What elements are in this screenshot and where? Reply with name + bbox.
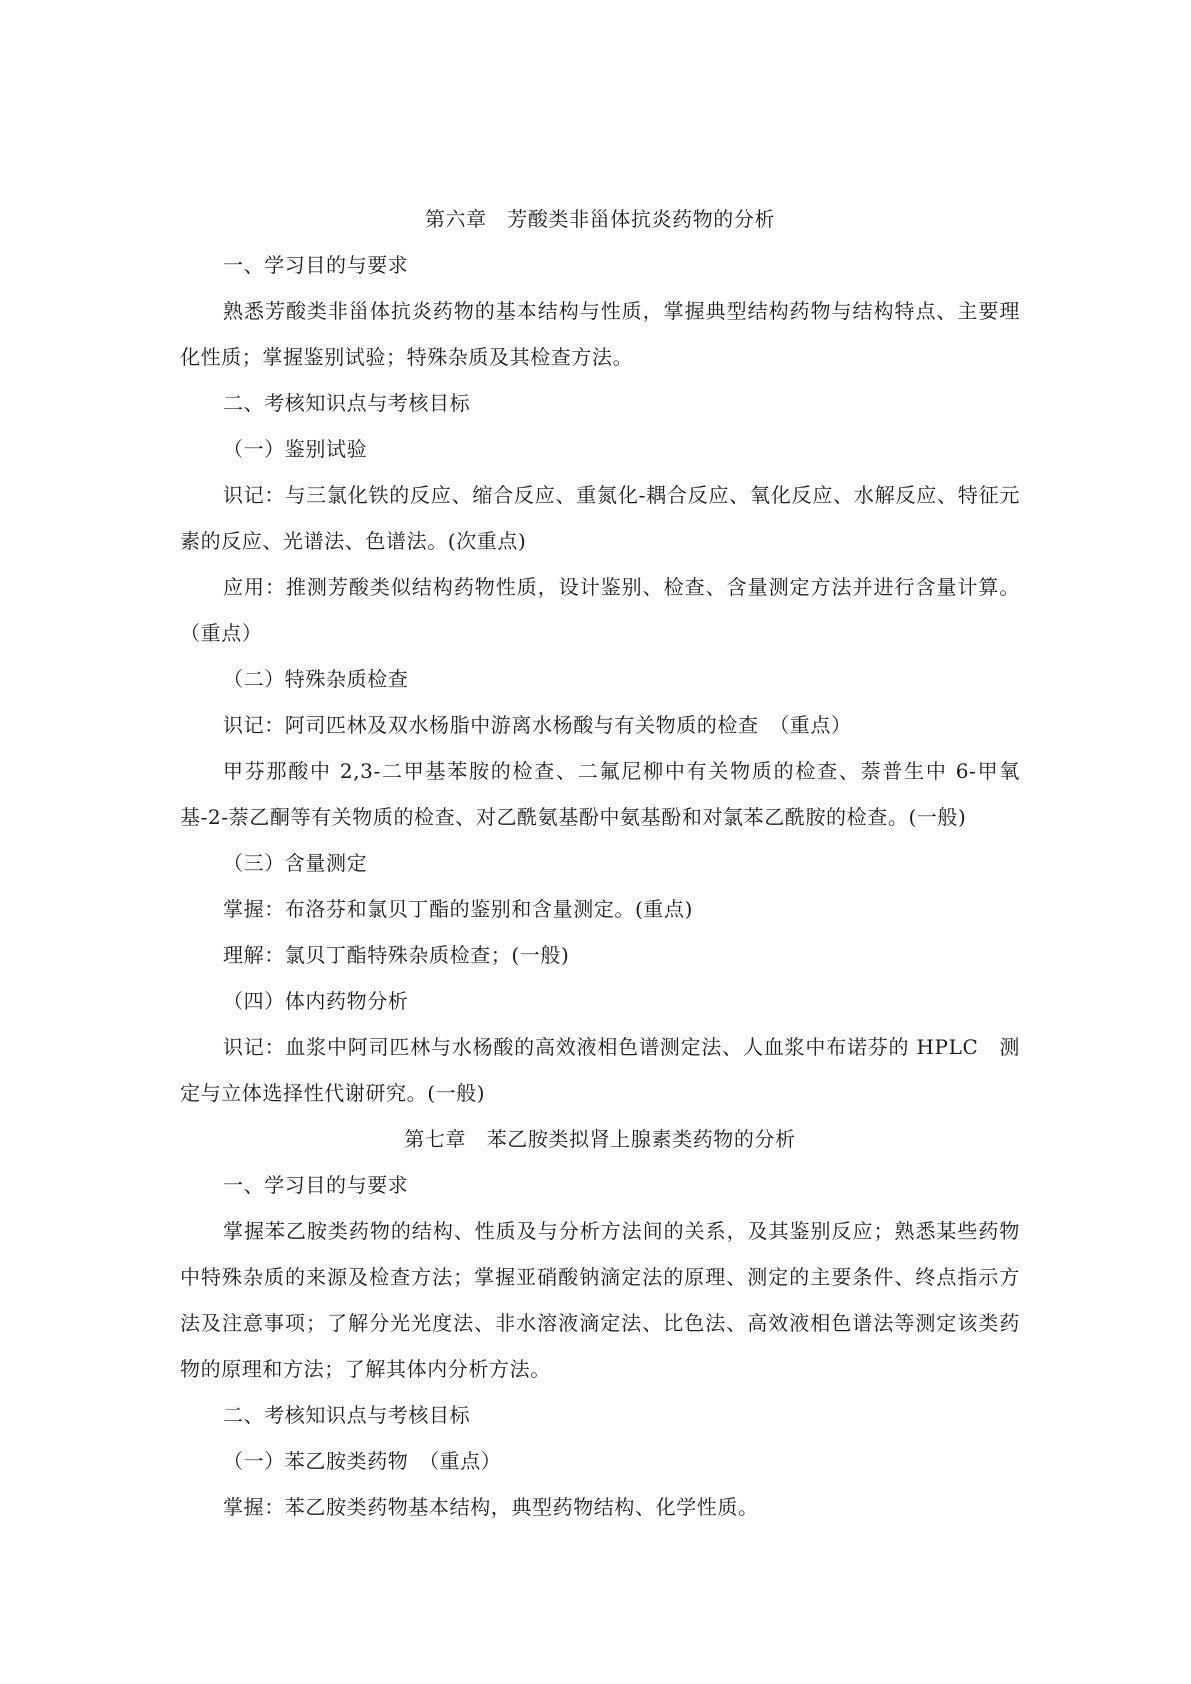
ch6-section1-text: 熟悉芳酸类非甾体抗炎药物的基本结构与性质，掌握典型结构药物与结构特点、主要理化性质；掌握鉴别试验；特殊杂质及其检查方法。: [180, 299, 1020, 369]
ch7-section2-heading: 二、考核知识点与考核目标: [223, 1403, 471, 1427]
ch6-subsection4: （四）体内药物分析: [223, 989, 409, 1013]
ch6-sub3-para2: 理解：氯贝丁酯特殊杂质检查；(一般): [223, 943, 570, 967]
ch6-subsection2: （二）特殊杂质检查: [223, 667, 409, 691]
ch6-sub1-para1: 识记：与三氯化铁的反应、缩合反应、重氮化-耦合反应、氧化反应、水解反应、特征元素的反应、光谱法、色谱法。(次重点): [180, 483, 1020, 553]
ch6-sub2-para2: 甲芬那酸中 2,3-二甲基苯胺的检查、二氟尼柳中有关物质的检查、萘普生中 6-甲氧基-2-萘乙酮等有关物质的检查、对乙酰氨基酚中氨基酚和对氯苯乙酰胺的检查。(一般): [180, 759, 1020, 829]
document-page: [180, 196, 1020, 1530]
chapter6-title: 第六章 芳酸类非甾体抗炎药物的分析: [424, 207, 776, 231]
ch6-section2-heading: 二、考核知识点与考核目标: [223, 391, 471, 415]
ch6-subsection1: （一）鉴别试验: [223, 437, 368, 461]
ch6-sub1-para2: 应用：推测芳酸类似结构药物性质，设计鉴别、检查、含量测定方法并进行含量计算。（重点）: [180, 575, 1020, 645]
ch7-subsection1: （一）苯乙胺类药物 （重点）: [223, 1449, 502, 1473]
ch6-sub4-para1: 识记：血浆中阿司匹林与水杨酸的高效液相色谱测定法、人血浆中布诺芬的 HPLC 测定与立体选择性代谢研究。(一般): [180, 1035, 1020, 1105]
ch7-section1-text: 掌握苯乙胺类药物的结构、性质及与分析方法间的关系，及其鉴别反应；熟悉某些药物中特殊杂质的来源及检查方法；掌握亚硝酸钠滴定法的原理、测定的主要条件、终点指示方法及注意事项；了解分光光度法、非水溶液滴定法、比色法、高效液相色谱法等测定该类药物的原理和方法；了解其体内分析方法。: [180, 1219, 1020, 1381]
ch6-subsection3: （三）含量测定: [223, 851, 368, 875]
ch6-section1-heading: 一、学习目的与要求: [223, 253, 409, 277]
ch7-section1-heading: 一、学习目的与要求: [223, 1173, 409, 1197]
ch7-sub1-para1: 掌握：苯乙胺类药物基本结构，典型药物结构、化学性质。: [223, 1495, 759, 1519]
ch6-sub3-para1: 掌握：布洛芬和氯贝丁酯的鉴别和含量测定。(重点): [223, 897, 694, 921]
chapter7-title: 第七章 苯乙胺类拟肾上腺素类药物的分析: [404, 1127, 796, 1151]
ch6-sub2-para1: 识记：阿司匹林及双水杨脂中游离水杨酸与有关物质的检查 （重点）: [223, 713, 852, 737]
